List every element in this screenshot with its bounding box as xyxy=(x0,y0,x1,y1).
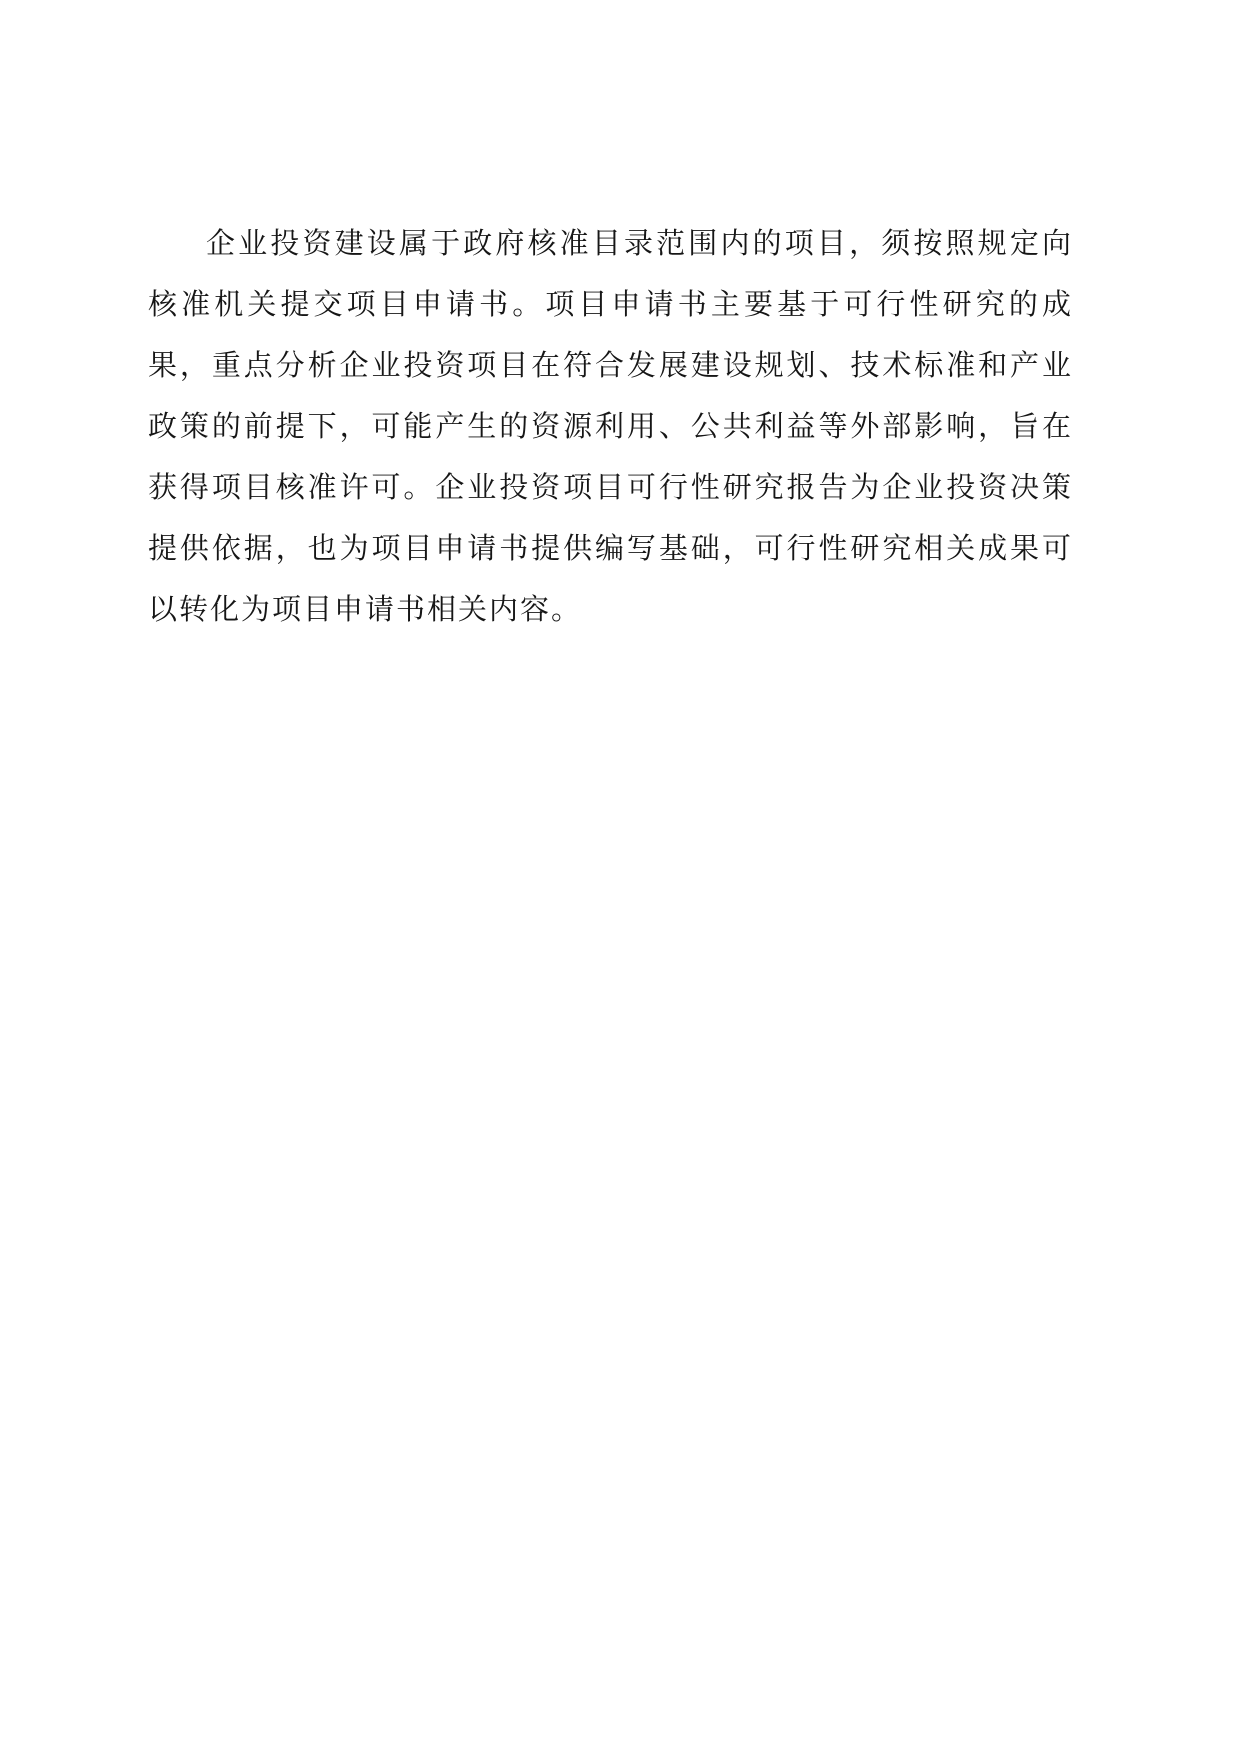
paragraph: 企业投资建设属于政府核准目录范围内的项目，须按照规定向核准机关提交项目申请书。项目申请书主要基于可行性研究的成果，重点分析企业投资项目在符合发展建设规划、技术标准和产业政策的前提下，可能产生的资源利用、公共利益等外部影响，旨在获得项目核准许可。企业投资项目可行性研究报告为企业投资决策提供依据，也为项目申请书提供编写基础，可行性研究相关成果可以转化为项目申请书相关内容。 xyxy=(148,228,1073,626)
